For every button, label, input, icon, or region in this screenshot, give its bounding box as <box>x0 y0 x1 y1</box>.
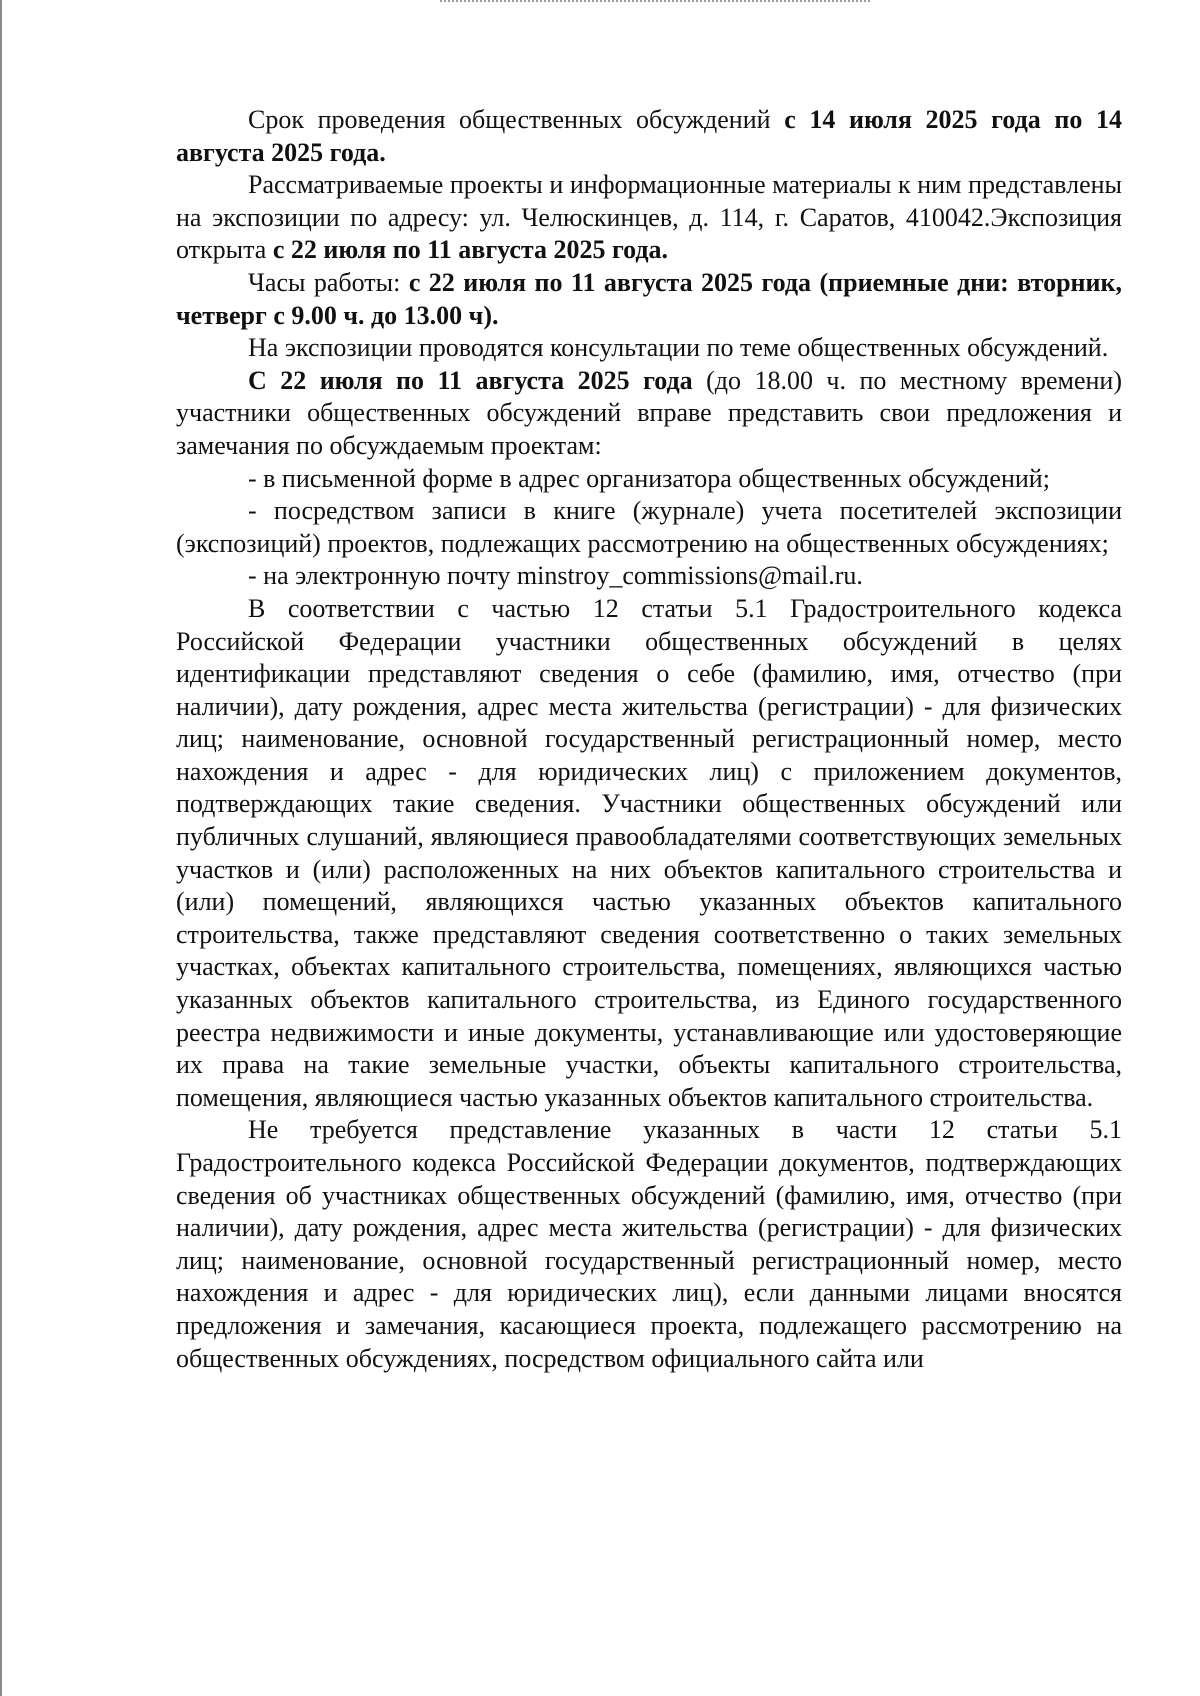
list-item-email: - на электронную почту minstroy_commissions@mail.ru. <box>248 561 863 591</box>
document-body <box>176 104 1122 1375</box>
paragraph-exposition: Рассматриваемые проекты и информационные материалы к ним представлены на экспозиции по адресу: ул. Челюскинцев, д. 114, г. Саратов, 410042.Экспозиция открыта с 22 июля по 11 августа 2025 года. <box>176 170 1122 265</box>
paragraph-consultations: На экспозиции проводятся консультации по теме общественных обсуждений. <box>248 333 1109 363</box>
paragraph-no-documents-required: Не требуется представление указанных в части 12 статьи 5.1 Градостроительного кодекса Российской Федерации документов, подтверждающих сведения об участниках общественных обсуждений (фамилию, имя, отчество (при наличии), дату рождения, адрес места жительства (регистрации) - для физических лиц; наименование, основной государственный регистрационный номер, место нахождения и адрес - для юридических лиц), если данными лицами вносятся предложения и замечания, касающиеся проекта, подлежащего рассмотрению на общественных обсуждениях, посредством официального сайта или <box>176 1115 1122 1373</box>
list-item-written: - в письменной форме в адрес организатора общественных обсуждений; <box>248 463 1050 493</box>
paragraph-discussion-period: Срок проведения общественных обсуждений с 14 июля 2025 года по 14 августа 2025 года. <box>176 105 1123 167</box>
paragraph-identification: В соответствии с частью 12 статьи 5.1 Градостроительного кодекса Российской Федерации участники общественных обсуждений в целях идентификации представляют сведения о себе (фамилию, имя, отчество (при наличии), дату рождения, адрес места жительства (регистрации) - для физических лиц; наименование, основной государственный регистрационный номер, место нахождения и адрес - для юридических лиц) с приложением документов, подтверждающих такие сведения. Участники общественных обсуждений или публичных слушаний, являющиеся правообладателями соответствующих земельных участков и (или) расположенных на них объектов капитального строительства и (или) помещений, являющихся частью указанных объектов капитального строительства, также представляют сведения соответственно о таких земельных участках, объектах капитального строительства, помещениях, являющихся частью указанных объектов капитального строительства, из Единого государственного реестра недвижимости и иные документы, устанавливающие или удостоверяющие их права на такие земельные участки, объекты капитального строительства, помещения, являющиеся частью указанных объектов капитального строительства. <box>176 593 1122 1112</box>
list-item-journal: - посредством записи в книге (журнале) учета посетителей экспозиции (экспозиций) проектов, подлежащих рассмотрению на общественных обсуждениях; <box>176 496 1122 558</box>
scan-artifact <box>440 0 870 6</box>
paragraph-proposals-period: С 22 июля по 11 августа 2025 года (до 18.00 ч. по местному времени) участники общественных обсуждений вправе представить свои предложения и замечания по обсуждаемым проектам: <box>176 365 1122 460</box>
paragraph-working-hours: Часы работы: с 22 июля по 11 августа 2025 года (приемные дни: вторник, четверг с 9.00 ч. до 13.00 ч). <box>176 267 1122 330</box>
scan-edge <box>0 0 2 1696</box>
